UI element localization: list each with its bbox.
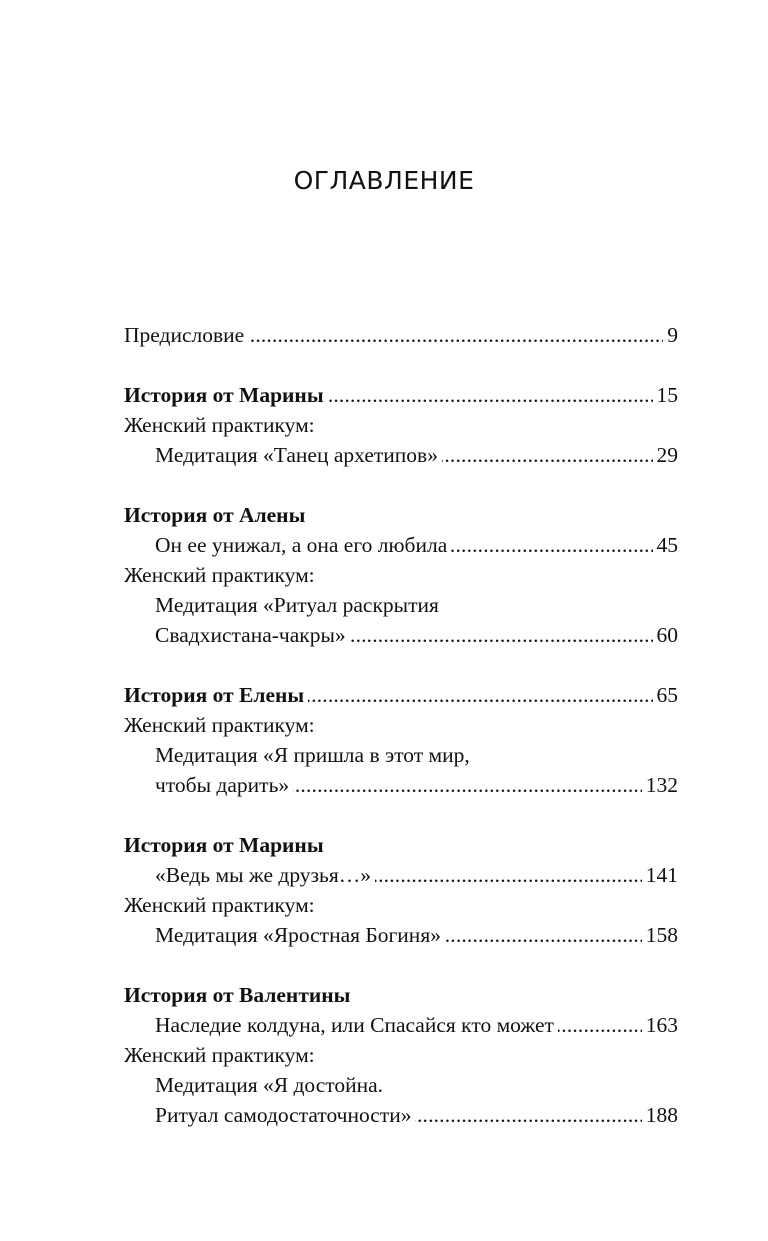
toc-chapter-heading [124, 500, 678, 530]
toc-entry [155, 740, 678, 770]
toc-leader-dots [308, 680, 652, 710]
toc-leader-dots [293, 770, 642, 800]
toc-page-number: 188 [645, 1103, 678, 1127]
toc-entry-title: История от Елены [124, 683, 305, 707]
toc-page-number: 141 [645, 863, 678, 887]
toc-page-number: 15 [656, 383, 678, 407]
toc-entry-title: История от Алены [124, 503, 306, 527]
toc-entry-title: «Ведь мы же друзья…» [155, 863, 371, 887]
toc-leader-dots [558, 1010, 642, 1040]
toc-entry-title: Медитация «Я достойна. [155, 1073, 384, 1097]
toc-entry [155, 1100, 678, 1130]
toc-entry-title: Свадхистана-чакры» [155, 623, 346, 647]
toc-entry [155, 920, 678, 950]
toc-entry-title: Наследие колдуна, или Спасайся кто может [155, 1013, 554, 1037]
toc-entry [155, 770, 678, 800]
toc-page-number: 163 [645, 1013, 678, 1037]
toc-entry-title: Женский практикум: [124, 413, 315, 437]
toc-leader-dots [328, 380, 653, 410]
toc-entry-title: Ритуал самодостаточности» [155, 1103, 412, 1127]
toc-entry-title: История от Валентины [124, 983, 351, 1007]
toc-entry [124, 410, 678, 440]
toc-leader-dots [375, 860, 642, 890]
toc-entry-title: Предисловие [124, 323, 245, 347]
toc-chapter-heading [124, 380, 678, 410]
toc-entry-title: Медитация «Яростная Богиня» [155, 923, 441, 947]
toc-entry-title: История от Марины [124, 383, 324, 407]
toc-entry [155, 590, 678, 620]
toc-leader-dots [248, 320, 663, 350]
toc-page-number: 9 [667, 323, 678, 347]
toc-page-number: 132 [645, 773, 678, 797]
toc-entry [124, 710, 678, 740]
toc-leader-dots [445, 920, 642, 950]
toc-entry-title: История от Марины [124, 833, 324, 857]
toc-entry-title: Женский практикум: [124, 563, 315, 587]
toc-entry [155, 440, 678, 470]
toc-entry-title: чтобы дарить» [155, 773, 290, 797]
toc-chapter-heading [124, 980, 678, 1010]
toc-entry [124, 560, 678, 590]
toc-leader-dots [350, 620, 653, 650]
toc-leader-dots [442, 440, 653, 470]
toc-page-number: 60 [656, 623, 678, 647]
toc-entry [124, 1040, 678, 1070]
toc-entry-title: Он ее унижал, а она его любила [155, 533, 448, 557]
toc-entry [155, 1070, 678, 1100]
toc-page-number: 158 [645, 923, 678, 947]
toc-entry [155, 1010, 678, 1040]
toc-page-number: 29 [656, 443, 678, 467]
toc-entry [155, 530, 678, 560]
toc-chapter-heading [124, 830, 678, 860]
toc-entry-title: Женский практикум: [124, 713, 315, 737]
toc-entry [155, 860, 678, 890]
toc-chapter-heading [124, 680, 678, 710]
toc-leader-dots [415, 1100, 641, 1130]
toc-page-number: 65 [656, 683, 678, 707]
toc-entry [155, 620, 678, 650]
toc-entry-title: Женский практикум: [124, 893, 315, 917]
toc-entry-title: Медитация «Я пришла в этот мир, [155, 743, 470, 767]
toc-leader-dots [451, 530, 652, 560]
toc-entry-title: Женский практикум: [124, 1043, 315, 1067]
toc-entry [124, 320, 678, 350]
toc-entry-title: Медитация «Ритуал раскрытия [155, 593, 439, 617]
toc-entry-title: Медитация «Танец архетипов» [155, 443, 438, 467]
toc-page-number: 45 [656, 533, 678, 557]
page-title: ОГЛАВЛЕНИЕ [293, 166, 475, 195]
toc-entry [124, 890, 678, 920]
